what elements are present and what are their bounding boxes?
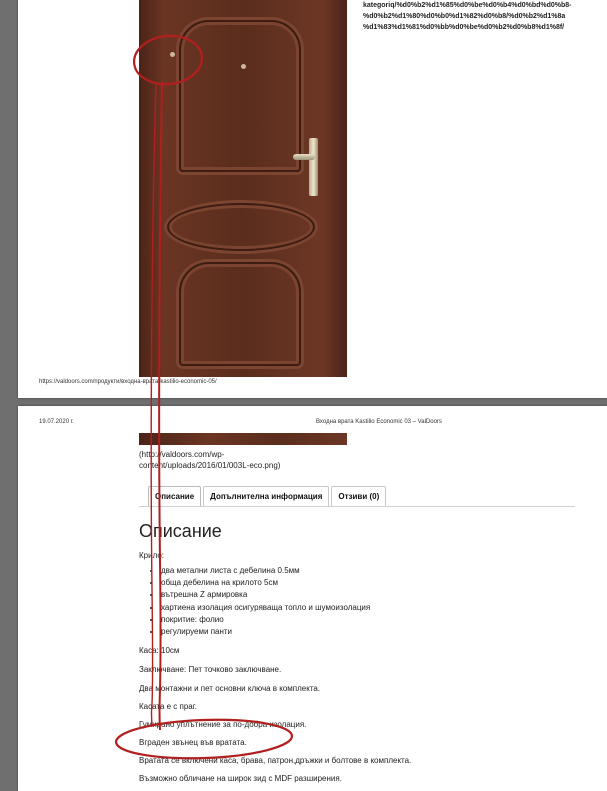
url-line: kategoriq/%d0%b2%d1%85%d0%be%d0%b4%d0%bd%d0%b8- xyxy=(363,2,572,9)
door-panel-oval xyxy=(167,203,315,251)
door-handle-plate xyxy=(309,138,318,196)
door-panel-bottom xyxy=(179,262,301,366)
list-item: • обща дебелина на крилото 5см xyxy=(161,577,370,589)
door-peephole xyxy=(241,64,246,69)
url-line: %d1%83%d1%81%d0%bb%d0%be%d0%b2%d0%b8%d1%8f/ xyxy=(363,24,565,31)
image-link-line: content/uploads/2016/01/003L-eco.png) xyxy=(139,461,281,470)
tab-additional-info[interactable]: Допълнителна информация xyxy=(203,486,329,507)
product-tabs xyxy=(148,486,388,506)
door-photo-strip xyxy=(139,433,347,445)
door-photo xyxy=(139,0,347,377)
url-line: %d0%b2%d1%80%d0%b0%d1%82%d0%b8/%d0%b2%d1%8a xyxy=(363,13,566,20)
tab-description[interactable]: Описание xyxy=(148,486,201,507)
paragraph: Каса: 10см xyxy=(139,646,180,655)
image-link-line: (http://valdoors.com/wp- xyxy=(139,450,225,459)
door-peephole xyxy=(170,52,175,57)
list-item: • вътрешна Z армировка xyxy=(161,589,370,601)
paragraph: Възможно обличане на широк зид с MDF разширения. xyxy=(139,774,342,783)
wing-label: Крило: xyxy=(139,551,165,560)
paragraph: Заключване: Пет точково заключване. xyxy=(139,665,282,674)
paragraph: Вратата се включени каса, брава, патрон,дръжки и болтове в комплекта. xyxy=(139,756,412,765)
section-title: Описание xyxy=(139,521,222,541)
url-text xyxy=(363,0,607,33)
list-item: • регулируеми панти xyxy=(161,626,370,638)
door-panel-top xyxy=(179,20,301,172)
page-footer-url[interactable]: https://valdoors.com/продукти/входна-врата-kastilio-economic-05/ xyxy=(39,379,217,385)
list-item: • хартиена изолация осигуряваща топло и шумоизолация xyxy=(161,602,370,614)
pdf-page-2 xyxy=(18,406,607,791)
list-item: • покритие: фолио xyxy=(161,614,370,626)
paragraph: Касата е с праг. xyxy=(139,702,197,711)
print-header-title: Входна врата Kastilio Economic 03 – ValDoors xyxy=(316,419,442,425)
paragraph: Гумирано уплътнение за по-добра изолация. xyxy=(139,720,307,729)
wing-spec-list xyxy=(139,565,370,638)
pdf-page-1 xyxy=(18,0,607,398)
print-date: 19.07.2020 г. xyxy=(39,419,74,425)
tab-reviews[interactable]: Отзиви (0) xyxy=(331,486,386,507)
paragraph: Два монтажни и пет основни ключа в комплекта. xyxy=(139,684,321,693)
list-item: • два метални листа с дебелина 0.5мм xyxy=(161,565,370,577)
door-handle-lever xyxy=(293,154,315,160)
paragraph: Вграден звънец във вратата. xyxy=(139,738,247,747)
tab-divider xyxy=(139,506,575,507)
image-link[interactable] xyxy=(139,449,339,471)
